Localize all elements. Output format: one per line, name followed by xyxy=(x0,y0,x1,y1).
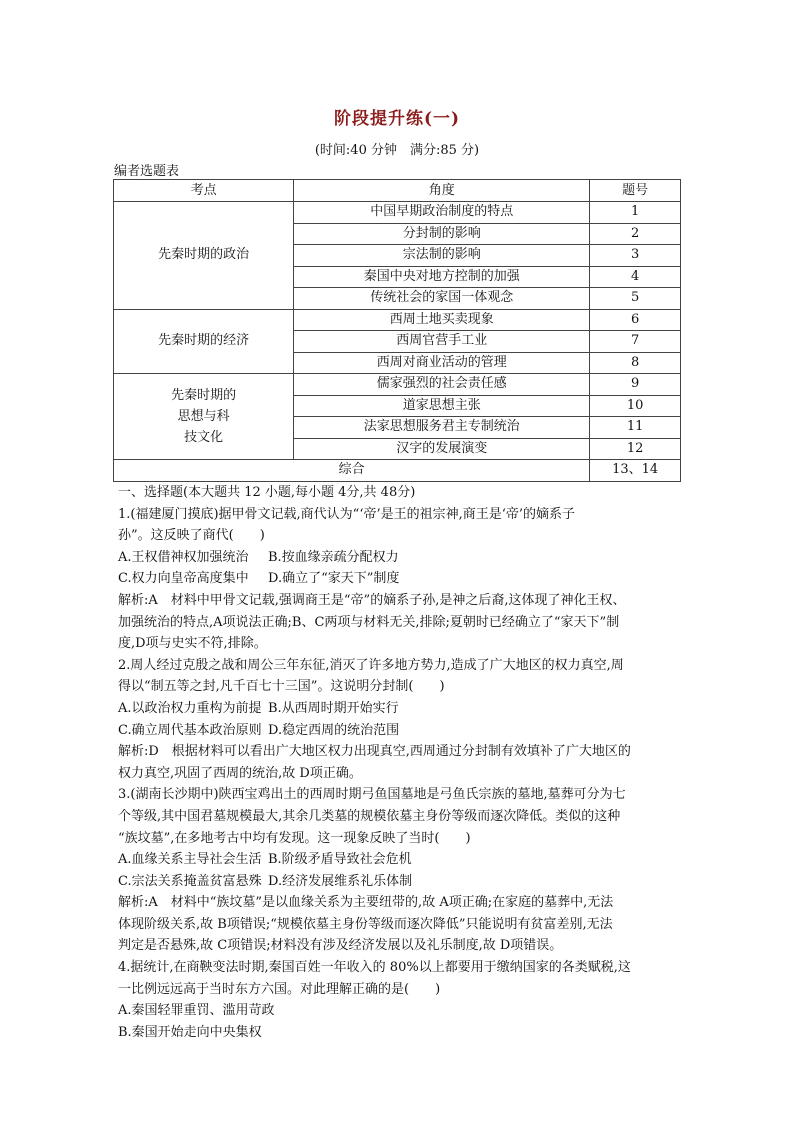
header-topic: 考点 xyxy=(114,180,294,202)
page-title: 阶段提升练(一) xyxy=(333,109,461,129)
summary-label: 综合 xyxy=(114,460,590,482)
angle-cell: 道家思想主张 xyxy=(294,395,590,417)
angle-cell: 分封制的影响 xyxy=(294,223,590,245)
number-cell: 12 xyxy=(590,438,681,460)
option: D.经济发展维系礼乐体制 xyxy=(268,873,413,889)
option: C.权力向皇帝高度集中 xyxy=(118,571,249,587)
option: D.确立了“家天下”制度 xyxy=(268,571,400,587)
topic-selection-table xyxy=(113,179,681,482)
option: B.秦国开始走向中央集权 xyxy=(118,1024,262,1040)
question-stem-line: “族坟墓”,在多地考古中均有发现。这一现象反映了当时( ) xyxy=(118,830,471,846)
question-stem-line: 3.(湖南长沙期中)陕西宝鸡出土的西周时期弓鱼国墓地是弓鱼氏宗族的墓地,墓葬可分为七 xyxy=(118,787,626,803)
option-row xyxy=(118,849,680,871)
question-stem-line: 孙”。这反映了商代( ) xyxy=(118,528,265,544)
analysis-line: 解析:D 根据材料可以看出广大地区权力出现真空,西周通过分封制有效填补了广大地区的 xyxy=(118,744,631,760)
topic-cell: 先秦时期的政治 xyxy=(114,202,294,310)
option: C.确立周代基本政治原则 xyxy=(118,722,262,738)
question-stem-line: 得以“制五等之封,凡千百七十三国”。这说明分封制( ) xyxy=(118,679,445,695)
number-cell: 8 xyxy=(590,352,681,374)
analysis-line: 权力真空,巩固了西周的统治,故 D项正确。 xyxy=(118,765,362,781)
number-cell: 2 xyxy=(590,223,681,245)
analysis-line: 解析:A 材料中甲骨文记载,强调商王是“帝”的嫡系子孙,是神之后裔,这体现了神化王权、 xyxy=(118,592,626,608)
angle-cell: 西周官营手工业 xyxy=(294,331,590,353)
angle-cell: 中国早期政治制度的特点 xyxy=(294,202,590,224)
questions-section xyxy=(118,482,680,1043)
option: B.从西周时期开始实行 xyxy=(268,700,399,716)
option-row xyxy=(118,720,680,742)
header-angle: 角度 xyxy=(294,180,590,202)
number-cell: 1 xyxy=(590,202,681,224)
angle-cell: 法家思想服务君主专制统治 xyxy=(294,417,590,439)
question-stem-line: 一比例远远高于当时东方六国。对此理解正确的是( ) xyxy=(118,981,441,997)
angle-cell: 秦国中央对地方控制的加强 xyxy=(294,266,590,288)
number-cell: 5 xyxy=(590,288,681,310)
exam-time-score: (时间:40 分钟 满分:85 分) xyxy=(314,143,480,158)
question-stem-line: 2.周人经过克殷之战和周公三年东征,消灭了许多地方势力,造成了广大地区的权力真空,周 xyxy=(118,657,624,673)
header-number: 题号 xyxy=(590,180,681,202)
number-cell: 6 xyxy=(590,309,681,331)
analysis-line: 判定是否悬殊,故 C项错误;材料没有涉及经济发展以及礼乐制度,故 D项错误。 xyxy=(118,938,563,954)
number-cell: 7 xyxy=(590,331,681,353)
option-row xyxy=(118,547,680,569)
number-cell: 10 xyxy=(590,395,681,417)
table-row xyxy=(114,202,681,224)
analysis-line: 解析:A 材料中“族坟墓”是以血缘关系为主要纽带的,故 A项正确;在家庭的墓葬中,无法 xyxy=(118,895,614,911)
option-row xyxy=(118,698,680,720)
topic-cell: 先秦时期的经济 xyxy=(114,309,294,374)
section-heading: 一、选择题(本大题共 12 小题,每小题 4分,共 48分) xyxy=(118,485,416,500)
table-summary-row xyxy=(114,460,681,482)
angle-cell: 汉字的发展演变 xyxy=(294,438,590,460)
topic-cell: 先秦时期的 思想与科 技文化 xyxy=(114,374,294,460)
angle-cell: 儒家强烈的社会责任感 xyxy=(294,374,590,396)
angle-cell: 西周对商业活动的管理 xyxy=(294,352,590,374)
question-stem-line: 4.据统计,在商鞅变法时期,秦国百姓一年收入的 80%以上都要用于缴纳国家的各类赋税,这 xyxy=(118,960,631,976)
option: B.按血缘亲疏分配权力 xyxy=(268,549,399,565)
number-cell: 3 xyxy=(590,245,681,267)
number-cell: 9 xyxy=(590,374,681,396)
table-header-row xyxy=(114,180,681,202)
option: A.以政治权力重构为前提 xyxy=(118,700,262,716)
table-row xyxy=(114,374,681,396)
analysis-line: 度,D项与史实不符,排除。 xyxy=(118,636,267,652)
option: A.血缘关系主导社会生活 xyxy=(118,852,262,868)
option-row xyxy=(118,871,680,893)
table-row xyxy=(114,309,681,331)
analysis-line: 加强统治的特点,A项说法正确;B、C两项与材料无关,排除;夏朝时已经确立了“家天下”制 xyxy=(118,614,620,630)
question-stem-line: 1.(福建厦门摸底)据甲骨文记载,商代认为“‘帝’是王的祖宗神,商王是‘帝’的嫡系子 xyxy=(118,506,575,522)
number-cell: 11 xyxy=(590,417,681,439)
table-caption: 编者选题表 xyxy=(114,164,180,179)
angle-cell: 西周土地买卖现象 xyxy=(294,309,590,331)
number-cell: 4 xyxy=(590,266,681,288)
summary-number: 13、14 xyxy=(590,460,681,482)
question-stem-line: 个等级,其中国君墓规模最大,其余几类墓的规模依墓主身份等级而逐次降低。类似的这种 xyxy=(118,808,621,824)
analysis-line: 体现阶级关系,故 B项错误;“规模依墓主身份等级而逐次降低”只能说明有贫富差别,无法 xyxy=(118,916,613,932)
option: D.稳定西周的统治范围 xyxy=(268,722,400,738)
angle-cell: 传统社会的家国一体观念 xyxy=(294,288,590,310)
option: B.阶级矛盾导致社会危机 xyxy=(268,852,412,868)
angle-cell: 宗法制的影响 xyxy=(294,245,590,267)
option-row xyxy=(118,568,680,590)
option: C.宗法关系掩盖贫富悬殊 xyxy=(118,873,262,889)
option: A.王权借神权加强统治 xyxy=(118,549,249,565)
option: A.秦国轻罪重罚、滥用苛政 xyxy=(118,1003,275,1019)
